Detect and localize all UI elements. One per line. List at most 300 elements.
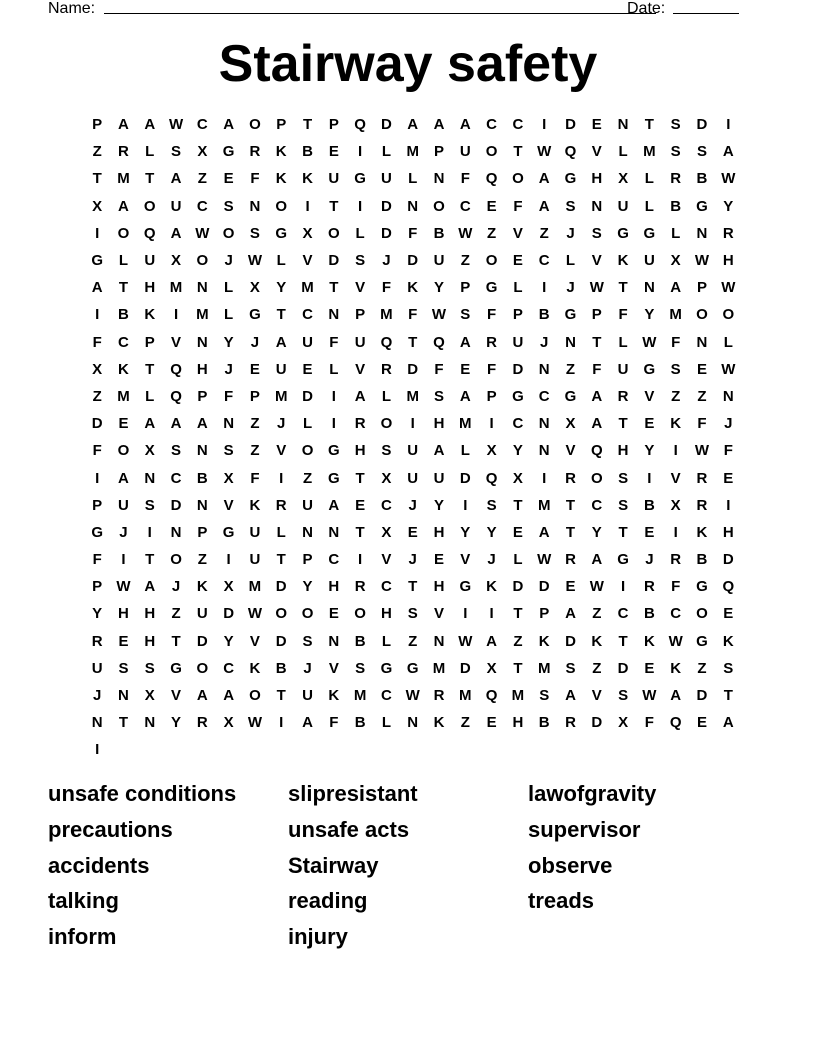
grid-letter: O bbox=[327, 224, 340, 242]
grid-letter: D bbox=[565, 116, 576, 134]
grid-letter: Z bbox=[197, 170, 207, 188]
grid-letter: X bbox=[381, 469, 392, 487]
grid-letter: A bbox=[722, 143, 734, 161]
grid-letter: W bbox=[537, 143, 552, 161]
grid-letter: K bbox=[696, 523, 708, 541]
grid-letter: X bbox=[249, 279, 260, 297]
grid-letter: L bbox=[381, 143, 391, 161]
grid-letter: R bbox=[670, 170, 682, 188]
grid-letter: R bbox=[617, 387, 629, 405]
grid-letter: T bbox=[618, 279, 628, 297]
grid-letter: F bbox=[487, 360, 497, 378]
grid-letter: R bbox=[91, 632, 103, 650]
grid-letter: F bbox=[250, 170, 260, 188]
grid-letter: L bbox=[145, 387, 155, 405]
grid-letter: B bbox=[696, 551, 708, 569]
grid-letter: E bbox=[118, 632, 129, 650]
word-list-item: accidents bbox=[48, 852, 150, 878]
grid-letter: U bbox=[302, 496, 313, 514]
grid-letter: E bbox=[118, 415, 129, 433]
grid-letter: X bbox=[670, 496, 681, 514]
grid-letter: N bbox=[433, 170, 445, 188]
grid-letter: U bbox=[170, 197, 182, 215]
grid-letter: F bbox=[513, 197, 523, 215]
grid-letter: J bbox=[724, 415, 733, 433]
grid-letter: A bbox=[459, 116, 471, 134]
grid-letter: T bbox=[618, 632, 628, 650]
grid-letter: H bbox=[433, 523, 445, 541]
grid-letter: A bbox=[302, 714, 313, 732]
grid-letter: E bbox=[591, 116, 602, 134]
grid-letter: X bbox=[618, 170, 629, 188]
grid-letter: C bbox=[380, 687, 392, 705]
grid-letter: M bbox=[511, 687, 525, 705]
grid-letter: Z bbox=[92, 143, 102, 161]
grid-letter: J bbox=[224, 252, 233, 270]
grid-letter: R bbox=[433, 687, 445, 705]
grid-letter: A bbox=[538, 170, 550, 188]
grid-letter: G bbox=[617, 551, 629, 569]
grid-letter: P bbox=[486, 387, 497, 405]
grid-letter: Y bbox=[512, 442, 523, 460]
grid-letter: H bbox=[144, 605, 156, 623]
grid-letter: V bbox=[302, 252, 313, 270]
grid-letter: S bbox=[355, 659, 366, 677]
grid-letter: D bbox=[696, 687, 708, 705]
grid-letter: Z bbox=[539, 224, 549, 242]
grid-letter: N bbox=[144, 469, 156, 487]
grid-letter: O bbox=[512, 170, 524, 188]
grid-letter: L bbox=[145, 143, 155, 161]
grid-letter: N bbox=[223, 415, 235, 433]
letter-grid bbox=[84, 111, 741, 764]
grid-letter: O bbox=[301, 442, 314, 460]
grid-letter: U bbox=[249, 523, 261, 541]
grid-letter: Q bbox=[380, 333, 393, 351]
grid-letter: K bbox=[643, 632, 655, 650]
word-list-item: precautions bbox=[48, 816, 173, 842]
grid-letter: I bbox=[95, 224, 100, 242]
grid-letter: I bbox=[95, 306, 100, 324]
grid-letter: E bbox=[723, 605, 734, 623]
grid-letter: A bbox=[591, 415, 603, 433]
grid-letter: A bbox=[118, 197, 129, 215]
grid-letter: S bbox=[381, 442, 392, 460]
grid-letter: S bbox=[223, 442, 234, 460]
grid-letter: W bbox=[642, 333, 657, 351]
grid-letter: G bbox=[380, 659, 393, 677]
grid-letter: U bbox=[407, 442, 419, 460]
grid-letter: C bbox=[223, 659, 235, 677]
grid-letter: O bbox=[301, 605, 314, 623]
grid-letter: R bbox=[696, 469, 708, 487]
grid-letter: R bbox=[354, 578, 366, 596]
grid-letter: C bbox=[196, 116, 208, 134]
grid-letter: W bbox=[589, 279, 604, 297]
grid-letter: O bbox=[380, 415, 393, 433]
grid-letter: T bbox=[145, 360, 155, 378]
grid-letter: A bbox=[538, 197, 550, 215]
grid-letter: G bbox=[696, 197, 708, 215]
name-blank-line[interactable] bbox=[104, 13, 656, 14]
grid-letter: N bbox=[302, 523, 313, 541]
grid-letter: N bbox=[91, 714, 103, 732]
grid-letter: M bbox=[459, 415, 472, 433]
grid-letter: N bbox=[696, 224, 708, 242]
grid-letter: L bbox=[671, 224, 681, 242]
grid-letter: B bbox=[538, 714, 550, 732]
grid-letter: S bbox=[144, 496, 155, 514]
grid-letter: L bbox=[618, 143, 628, 161]
grid-letter: P bbox=[144, 333, 155, 351]
grid-letter: A bbox=[459, 333, 471, 351]
grid-letter: F bbox=[329, 333, 339, 351]
grid-letter: N bbox=[328, 523, 340, 541]
grid-letter: N bbox=[196, 496, 208, 514]
grid-letter: Q bbox=[433, 333, 445, 351]
grid-letter: S bbox=[118, 659, 129, 677]
grid-letter: F bbox=[381, 279, 391, 297]
grid-letter: P bbox=[302, 551, 313, 569]
grid-letter: P bbox=[539, 605, 550, 623]
grid-letter: I bbox=[279, 469, 284, 487]
grid-letter: S bbox=[223, 197, 234, 215]
grid-letter: D bbox=[459, 659, 471, 677]
grid-letter: P bbox=[249, 387, 260, 405]
grid-letter: A bbox=[670, 279, 682, 297]
grid-letter: D bbox=[380, 197, 392, 215]
grid-letter: H bbox=[380, 605, 392, 623]
grid-letter: M bbox=[432, 659, 446, 677]
grid-letter: V bbox=[670, 469, 681, 487]
grid-letter: S bbox=[460, 306, 471, 324]
grid-letter: I bbox=[489, 415, 494, 433]
grid-letter: G bbox=[696, 578, 708, 596]
grid-letter: V bbox=[381, 551, 392, 569]
grid-letter: E bbox=[434, 551, 445, 569]
grid-letter: U bbox=[407, 469, 419, 487]
grid-letter: H bbox=[144, 279, 156, 297]
grid-letter: Y bbox=[723, 197, 734, 215]
grid-letter: K bbox=[433, 714, 445, 732]
grid-letter: G bbox=[564, 170, 577, 188]
grid-letter: L bbox=[618, 333, 628, 351]
grid-letter: V bbox=[276, 442, 287, 460]
grid-letter: U bbox=[275, 360, 287, 378]
grid-letter: Q bbox=[722, 578, 735, 596]
grid-letter: U bbox=[433, 252, 445, 270]
grid-letter: N bbox=[118, 687, 129, 705]
grid-letter: X bbox=[197, 143, 208, 161]
grid-letter: G bbox=[327, 442, 340, 460]
grid-letter: Q bbox=[564, 143, 577, 161]
grid-letter: N bbox=[170, 523, 182, 541]
grid-letter: S bbox=[670, 143, 681, 161]
grid-letter: L bbox=[565, 252, 576, 270]
grid-letter: J bbox=[566, 224, 575, 242]
grid-letter: U bbox=[118, 496, 129, 514]
grid-letter: A bbox=[538, 523, 550, 541]
grid-letter: T bbox=[513, 496, 523, 514]
grid-letter: K bbox=[722, 632, 734, 650]
grid-letter: M bbox=[248, 578, 262, 596]
grid-letter: E bbox=[460, 360, 471, 378]
grid-letter: B bbox=[696, 170, 708, 188]
grid-letter: R bbox=[380, 360, 392, 378]
grid-letter: R bbox=[696, 496, 708, 514]
grid-letter: R bbox=[196, 714, 208, 732]
grid-letter: V bbox=[434, 605, 445, 623]
grid-letter: O bbox=[117, 442, 130, 460]
grid-letter: D bbox=[91, 415, 103, 433]
grid-letter: S bbox=[486, 496, 497, 514]
grid-letter: X bbox=[144, 442, 155, 460]
grid-letter: F bbox=[697, 415, 707, 433]
grid-letter: S bbox=[302, 632, 313, 650]
grid-letter: A bbox=[144, 578, 156, 596]
grid-letter: K bbox=[328, 687, 340, 705]
grid-letter: M bbox=[537, 659, 551, 677]
grid-letter: X bbox=[486, 659, 497, 677]
grid-letter: O bbox=[249, 687, 261, 705]
grid-letter: S bbox=[539, 687, 550, 705]
grid-letter: A bbox=[407, 116, 419, 134]
grid-letter: V bbox=[591, 252, 602, 270]
grid-letter: M bbox=[459, 687, 472, 705]
grid-letter: J bbox=[92, 687, 102, 705]
page-title: Stairway safety bbox=[218, 35, 598, 93]
grid-letter: V bbox=[171, 687, 182, 705]
grid-letter: X bbox=[92, 197, 103, 215]
grid-letter: H bbox=[722, 252, 734, 270]
grid-letter: V bbox=[328, 659, 339, 677]
grid-letter: M bbox=[353, 687, 367, 705]
grid-letter: C bbox=[486, 116, 498, 134]
grid-letter: Q bbox=[485, 687, 498, 705]
grid-letter: P bbox=[276, 116, 287, 134]
grid-letter: E bbox=[486, 714, 497, 732]
grid-letter: M bbox=[380, 306, 393, 324]
grid-letter: F bbox=[487, 306, 497, 324]
grid-letter: K bbox=[249, 496, 261, 514]
grid-letter: V bbox=[355, 360, 366, 378]
grid-letter: Z bbox=[592, 605, 602, 623]
grid-letter: U bbox=[617, 197, 629, 215]
grid-letter: B bbox=[643, 496, 655, 514]
grid-letter: Z bbox=[302, 469, 313, 487]
grid-letter: D bbox=[565, 632, 576, 650]
grid-letter: W bbox=[458, 632, 473, 650]
grid-letter: L bbox=[355, 224, 365, 242]
grid-letter: N bbox=[328, 632, 340, 650]
grid-letter: S bbox=[618, 687, 629, 705]
grid-letter: Z bbox=[250, 442, 260, 460]
grid-letter: Z bbox=[565, 360, 576, 378]
grid-letter: W bbox=[721, 360, 736, 378]
grid-letter: N bbox=[538, 360, 550, 378]
grid-letter: S bbox=[355, 252, 366, 270]
grid-letter: A bbox=[565, 605, 576, 623]
grid-letter: R bbox=[722, 224, 734, 242]
grid-letter: N bbox=[328, 306, 340, 324]
grid-letter: B bbox=[118, 306, 129, 324]
grid-letter: P bbox=[92, 116, 103, 134]
grid-letter: S bbox=[670, 360, 681, 378]
grid-letter: N bbox=[538, 442, 550, 460]
grid-letter: O bbox=[433, 197, 445, 215]
grid-letter: D bbox=[617, 659, 629, 677]
grid-letter: X bbox=[670, 252, 681, 270]
grid-letter: N bbox=[643, 279, 655, 297]
grid-letter: M bbox=[537, 496, 551, 514]
grid-letter: L bbox=[118, 252, 129, 270]
grid-letter: G bbox=[222, 523, 235, 541]
grid-letter: I bbox=[542, 116, 547, 134]
grid-letter: J bbox=[408, 496, 417, 514]
grid-letter: A bbox=[91, 279, 103, 297]
grid-letter: G bbox=[354, 170, 366, 188]
date-blank-line[interactable] bbox=[673, 13, 739, 14]
grid-letter: O bbox=[354, 605, 366, 623]
grid-letter: I bbox=[226, 551, 231, 569]
grid-letter: W bbox=[168, 116, 184, 134]
grid-letter: H bbox=[354, 442, 366, 460]
grid-letter: D bbox=[512, 360, 524, 378]
grid-letter: S bbox=[696, 143, 707, 161]
grid-letter: F bbox=[723, 442, 733, 460]
grid-letter: Y bbox=[302, 578, 313, 596]
grid-letter: I bbox=[331, 415, 336, 433]
grid-letter: Z bbox=[408, 632, 418, 650]
grid-letter: X bbox=[565, 415, 576, 433]
grid-letter: N bbox=[407, 714, 419, 732]
grid-letter: O bbox=[275, 197, 288, 215]
grid-letter: P bbox=[434, 143, 445, 161]
grid-letter: G bbox=[222, 143, 235, 161]
grid-letter: A bbox=[196, 415, 208, 433]
grid-letter: H bbox=[328, 578, 340, 596]
grid-letter: A bbox=[591, 551, 603, 569]
grid-letter: L bbox=[224, 306, 234, 324]
grid-letter: X bbox=[223, 714, 234, 732]
grid-letter: F bbox=[671, 578, 681, 596]
grid-letter: E bbox=[355, 496, 366, 514]
grid-letter: R bbox=[275, 496, 287, 514]
grid-letter: N bbox=[565, 333, 576, 351]
grid-letter: Y bbox=[486, 523, 497, 541]
grid-letter: W bbox=[247, 252, 263, 270]
grid-letter: W bbox=[721, 279, 736, 297]
grid-letter: F bbox=[250, 469, 260, 487]
grid-letter: V bbox=[355, 279, 366, 297]
grid-letter: J bbox=[303, 659, 312, 677]
word-list-item: unsafe acts bbox=[288, 816, 410, 842]
word-list-item: injury bbox=[288, 924, 348, 950]
grid-letter: F bbox=[644, 714, 654, 732]
grid-letter: E bbox=[512, 523, 523, 541]
grid-letter: I bbox=[95, 469, 100, 487]
grid-letter: P bbox=[460, 279, 471, 297]
grid-letter: T bbox=[644, 116, 654, 134]
grid-letter: Y bbox=[460, 523, 471, 541]
grid-letter: X bbox=[171, 252, 182, 270]
grid-letter: G bbox=[696, 632, 708, 650]
grid-letter: L bbox=[723, 333, 733, 351]
grid-letter: K bbox=[670, 659, 682, 677]
grid-letter: E bbox=[223, 170, 234, 188]
grid-letter: A bbox=[433, 116, 445, 134]
grid-letter: T bbox=[592, 333, 602, 351]
grid-letter: I bbox=[147, 523, 152, 541]
grid-letter: A bbox=[223, 116, 235, 134]
grid-letter: R bbox=[565, 551, 576, 569]
grid-letter: I bbox=[673, 442, 678, 460]
grid-letter: Q bbox=[354, 116, 366, 134]
grid-letter: E bbox=[512, 252, 523, 270]
grid-letter: I bbox=[489, 605, 494, 623]
grid-letter: A bbox=[670, 687, 682, 705]
grid-letter: T bbox=[408, 333, 418, 351]
grid-letter: G bbox=[406, 659, 419, 677]
grid-letter: Z bbox=[487, 224, 497, 242]
grid-letter: D bbox=[302, 387, 313, 405]
grid-letter: T bbox=[723, 687, 733, 705]
grid-letter: T bbox=[118, 279, 129, 297]
grid-letter: N bbox=[196, 333, 208, 351]
grid-letter: K bbox=[407, 279, 419, 297]
word-list-item: reading bbox=[288, 888, 368, 914]
grid-letter: N bbox=[249, 197, 261, 215]
grid-letter: X bbox=[302, 224, 313, 242]
grid-letter: H bbox=[433, 415, 445, 433]
grid-letter: A bbox=[433, 442, 445, 460]
grid-letter: I bbox=[95, 741, 100, 759]
word-list-item: slipresistant bbox=[288, 781, 418, 806]
word-list-item: treads bbox=[528, 888, 595, 914]
grid-letter: A bbox=[170, 415, 182, 433]
grid-letter: S bbox=[565, 197, 576, 215]
grid-letter: I bbox=[673, 523, 678, 541]
grid-letter: G bbox=[643, 224, 656, 242]
grid-letter: H bbox=[433, 578, 445, 596]
grid-letter: F bbox=[329, 714, 339, 732]
grid-letter: P bbox=[197, 523, 208, 541]
grid-letter: S bbox=[171, 442, 182, 460]
grid-letter: F bbox=[408, 224, 418, 242]
grid-letter: D bbox=[722, 551, 734, 569]
grid-letter: L bbox=[644, 197, 654, 215]
grid-letter: V bbox=[460, 551, 471, 569]
grid-letter: C bbox=[118, 333, 129, 351]
grid-letter: I bbox=[410, 415, 415, 433]
grid-letter: N bbox=[407, 197, 419, 215]
grid-letter: O bbox=[275, 605, 288, 623]
grid-letter: B bbox=[538, 306, 550, 324]
grid-letter: G bbox=[275, 224, 288, 242]
grid-letter: O bbox=[590, 469, 603, 487]
grid-letter: R bbox=[565, 469, 576, 487]
grid-letter: J bbox=[250, 333, 260, 351]
grid-letter: B bbox=[354, 714, 366, 732]
grid-letter: W bbox=[694, 442, 710, 460]
grid-letter: Y bbox=[434, 279, 445, 297]
word-list-item: lawofgravity bbox=[528, 781, 657, 806]
grid-letter: P bbox=[92, 578, 103, 596]
grid-letter: O bbox=[249, 116, 261, 134]
grid-letter: C bbox=[170, 469, 182, 487]
grid-letter: M bbox=[406, 143, 419, 161]
grid-letter: J bbox=[540, 333, 549, 351]
